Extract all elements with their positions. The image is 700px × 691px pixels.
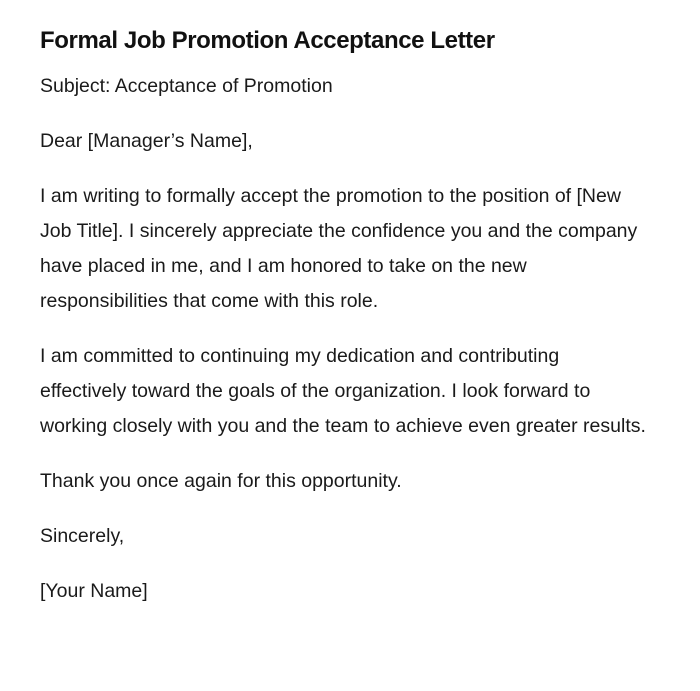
letter-paragraph-1: I am writing to formally accept the promotion to the position of [New Job Title]. I sincerely appreciate the confidence you and the company have placed in me, and I am honored to take on the new responsibilities that come with this role. [40, 185, 638, 312]
letter-paragraph-2: I am committed to continuing my dedication and contributing effectively toward the goals of the organization. I look forward to working closely with you and the team to achieve even greater results. [40, 345, 646, 437]
letter-signature: [Your Name] [40, 580, 148, 602]
letter-subject: Subject: Acceptance of Promotion [40, 75, 333, 97]
letter-closing: Sincerely, [40, 525, 125, 547]
letter-greeting: Dear [Manager’s Name], [40, 130, 253, 152]
letter-thanks: Thank you once again for this opportunity. [40, 470, 402, 492]
letter-document [40, 24, 650, 609]
letter-title: Formal Job Promotion Acceptance Letter [40, 27, 495, 54]
